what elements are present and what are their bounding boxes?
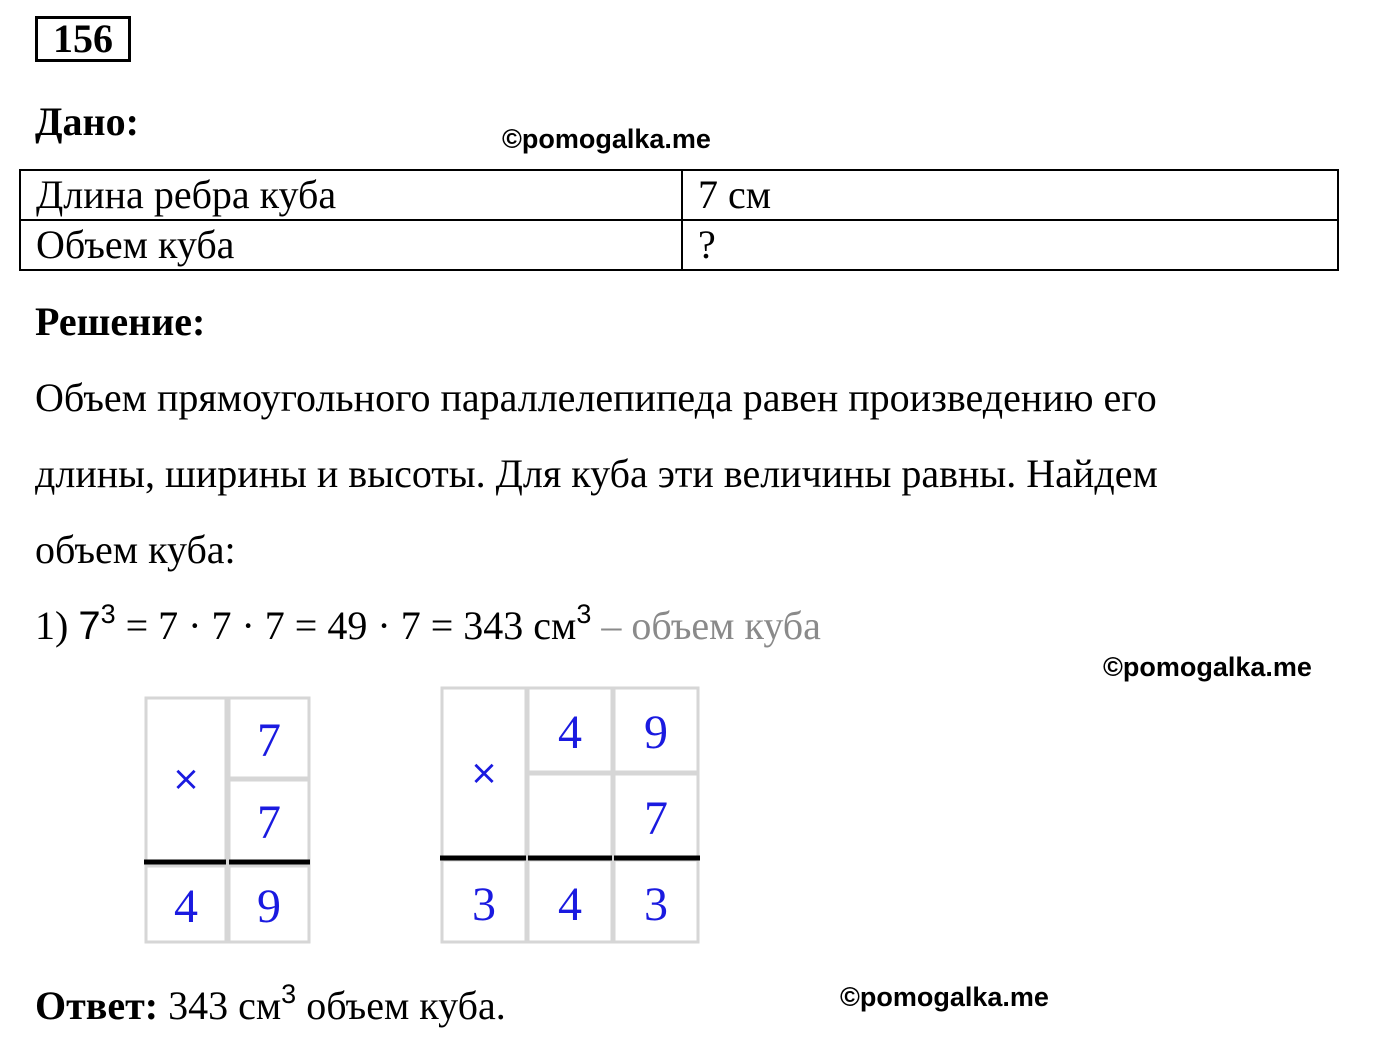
given-heading: Дано: (35, 99, 139, 144)
watermark-top: ©pomogalka.me (502, 124, 711, 154)
digit: 7 (257, 796, 281, 849)
step-exponent: 3 (100, 599, 116, 629)
digit: 4 (174, 880, 198, 933)
digit: 9 (644, 706, 668, 759)
multiply-sign: × (469, 753, 499, 793)
digit: 3 (472, 878, 496, 931)
given-label-volume: Объем куба (20, 220, 682, 270)
answer-line (35, 979, 506, 1028)
task-number: 156 (35, 16, 131, 62)
solution-line-2: длины, ширины и высоты. Для куба эти величины равны. Найдем (35, 451, 1158, 496)
solution-line-1: Объем прямоугольного параллелепипеда равен произведению его (35, 375, 1157, 420)
table-row (20, 220, 1338, 270)
given-value-volume: ? (682, 220, 1338, 270)
digit: 9 (257, 880, 281, 933)
step-expression: = 7 · 7 · 7 = 49 · 7 = 343 см (115, 603, 577, 648)
digit: 7 (257, 714, 281, 767)
watermark-bottom: ©pomogalka.me (840, 982, 1049, 1012)
step-comment: – объем куба (591, 603, 821, 648)
given-table (19, 169, 1339, 271)
digit: 4 (558, 706, 582, 759)
column-multiplication-7x7 (140, 690, 320, 950)
given-label-edge: Длина ребра куба (20, 170, 682, 220)
digit: 4 (558, 878, 582, 931)
table-row (20, 170, 1338, 220)
step-base: 7 (78, 604, 101, 648)
answer-tail: объем куба. (296, 983, 506, 1028)
solution-step-1 (35, 599, 821, 648)
multiply-sign: × (171, 759, 201, 799)
digit: 3 (644, 878, 668, 931)
answer-exponent: 3 (281, 979, 297, 1009)
digit: 7 (644, 792, 668, 845)
watermark-middle: ©pomogalka.me (1103, 652, 1312, 682)
solution-line-3: объем куба: (35, 527, 236, 572)
step-unit-exponent: 3 (576, 599, 592, 629)
answer-value: 343 см (158, 983, 282, 1028)
answer-label: Ответ: (35, 983, 159, 1028)
solution-heading: Решение: (35, 299, 206, 344)
column-multiplication-49x7 (436, 680, 706, 952)
step-prefix: 1) (35, 603, 79, 648)
given-value-edge: 7 см (682, 170, 1338, 220)
